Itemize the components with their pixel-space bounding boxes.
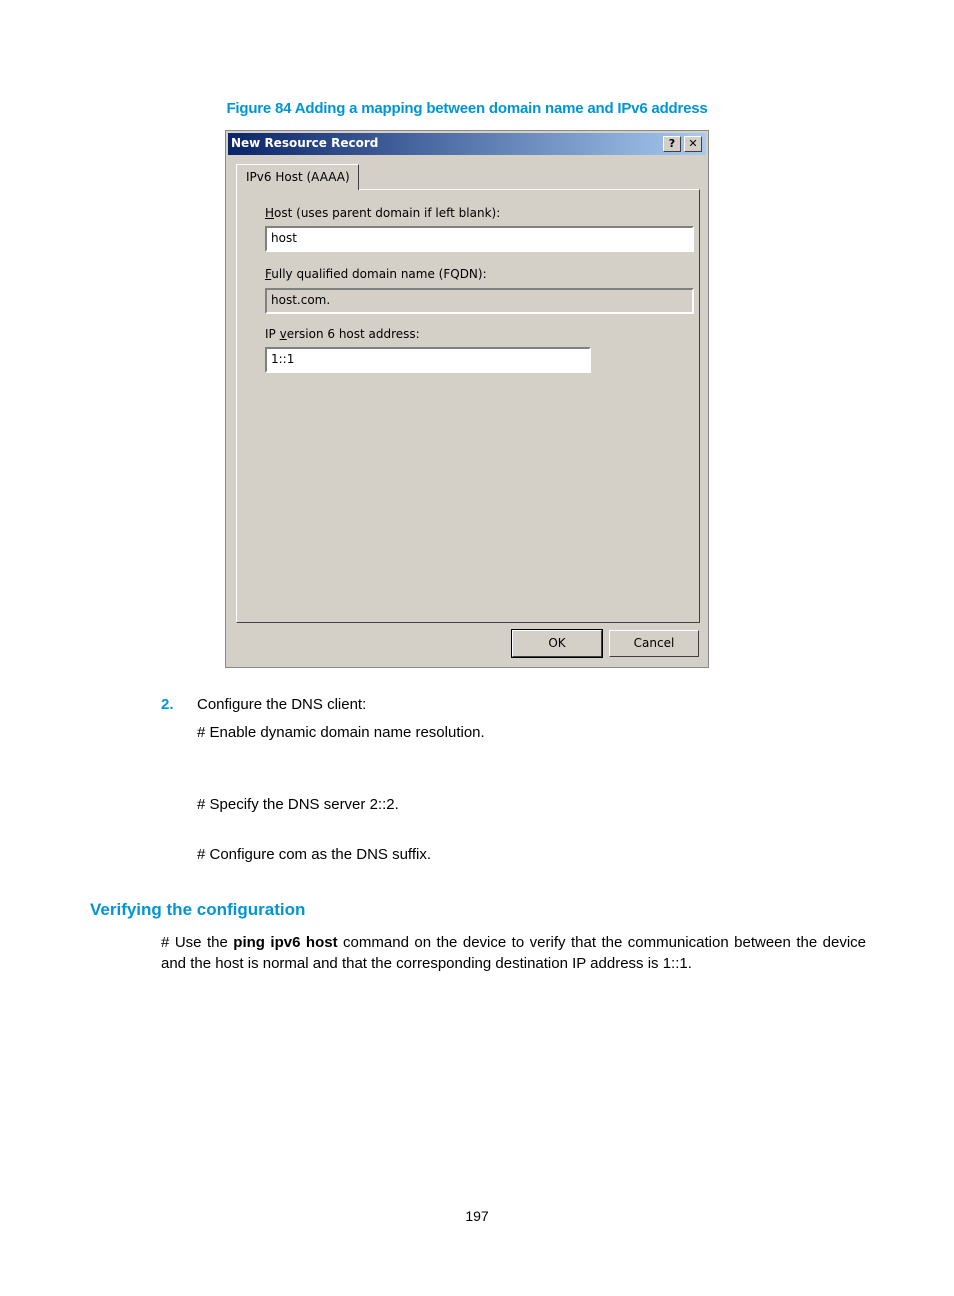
fqdn-label: Fully qualified domain name (FQDN): <box>265 267 487 281</box>
page-number: 197 <box>465 1208 489 1224</box>
step-line-dns-suffix: # Configure com as the DNS suffix. <box>197 846 431 863</box>
dialog-title: New Resource Record <box>231 136 379 150</box>
close-icon[interactable]: ✕ <box>684 136 702 152</box>
cancel-button[interactable]: Cancel <box>609 630 699 657</box>
fqdn-field: host.com. <box>265 288 694 314</box>
new-resource-record-dialog <box>225 130 709 668</box>
ok-button[interactable]: OK <box>512 630 602 657</box>
ipv6-address-label: IP version 6 host address: <box>265 327 420 341</box>
tab-panel <box>236 189 700 623</box>
step-number: 2. <box>161 696 174 713</box>
section-heading: Verifying the configuration <box>90 900 306 919</box>
ipv6-address-input[interactable]: 1::1 <box>265 347 591 373</box>
host-input[interactable]: host <box>265 226 694 252</box>
host-label: Host (uses parent domain if left blank): <box>265 206 501 220</box>
step-line-dns-server: # Specify the DNS server 2::2. <box>197 796 399 813</box>
figure-caption: Figure 84 Adding a mapping between domain name and IPv6 address <box>226 100 708 117</box>
dialog-titlebar <box>228 133 706 155</box>
verify-paragraph: # Use the ping ipv6 host command on the device to verify that the communication between the device and the host is normal and that the corresponding destination IP address is 1::1. <box>161 934 867 972</box>
step-line-enable-dns: # Enable dynamic domain name resolution. <box>197 724 485 741</box>
tab-ipv6-host[interactable]: IPv6 Host (AAAA) <box>236 164 359 190</box>
help-icon[interactable]: ? <box>663 136 681 152</box>
step-title: Configure the DNS client: <box>197 696 367 713</box>
